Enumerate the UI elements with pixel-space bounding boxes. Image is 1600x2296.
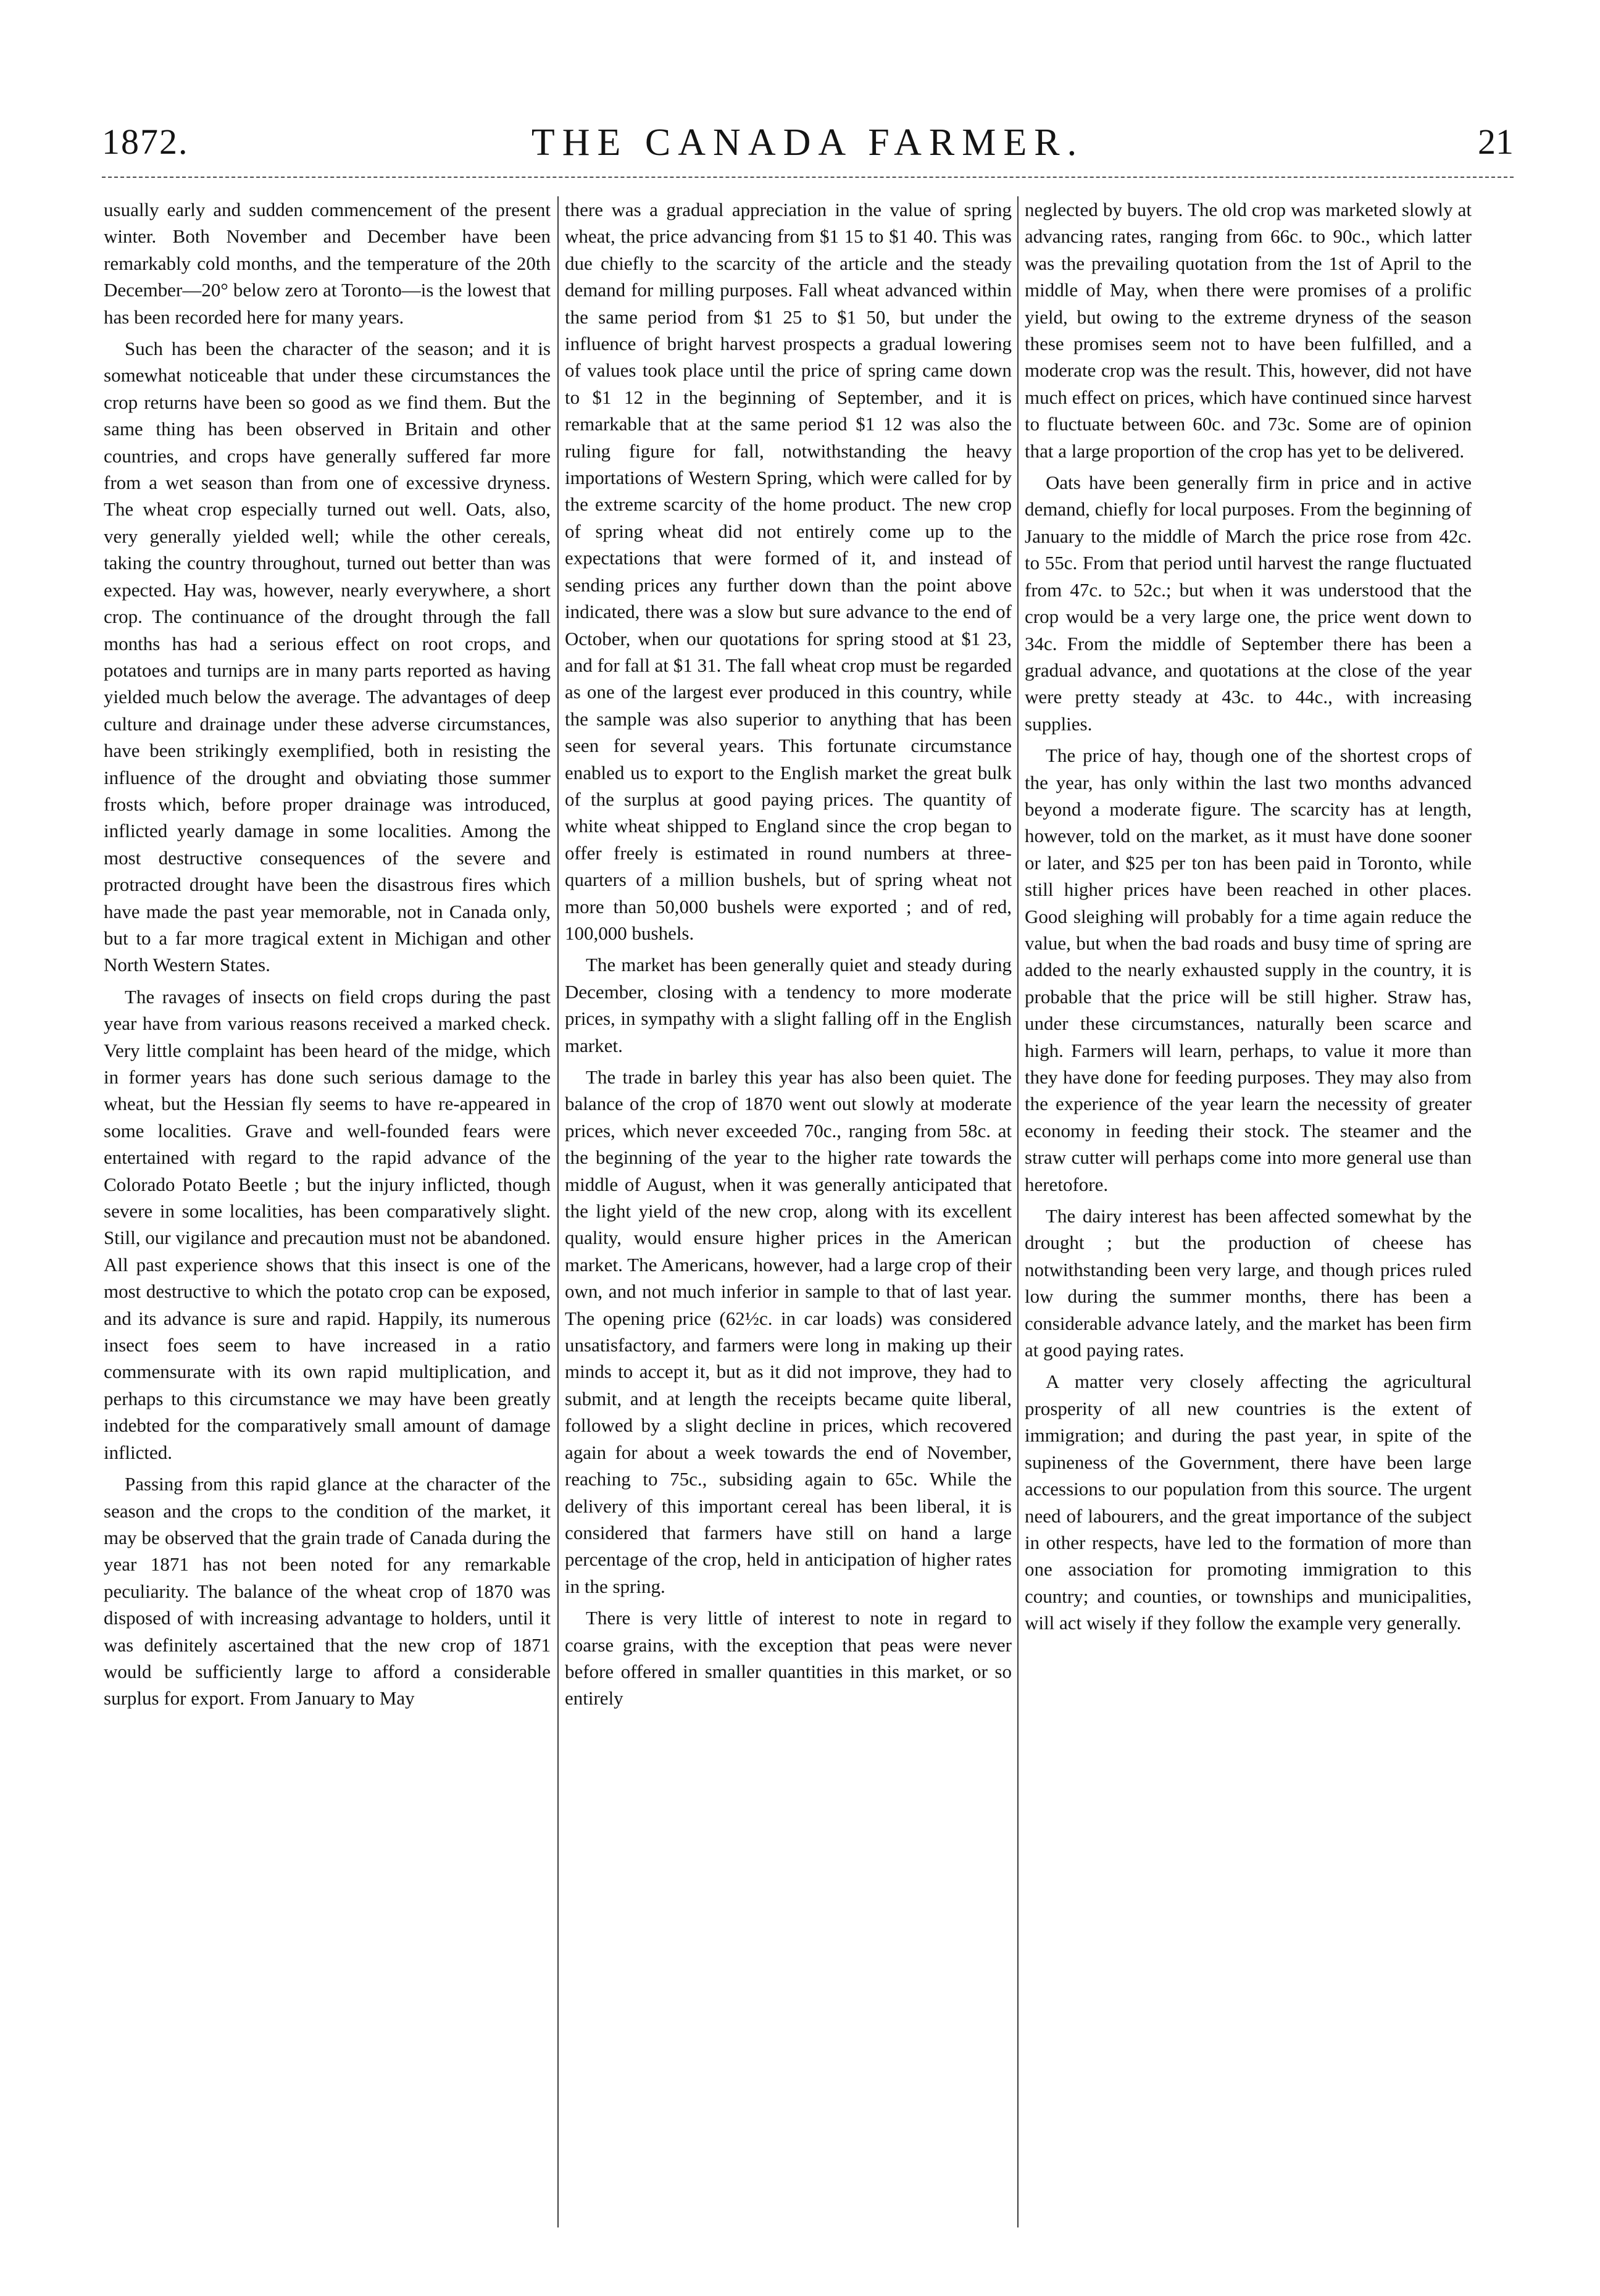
article-column-3: [1025, 196, 1472, 2227]
article-column-1: [104, 196, 551, 2227]
paragraph: The trade in barley this year has also been quiet. The balance of the crop of 1870 went out slowly at moderate prices, which never exceeded 70c., ranging from 58c. at the beginning of the year to the higher rate towards the middle of August, when it was generally anticipated that the light yield of the new crop, along with its excellent quality, would ensure higher prices in the American market. The Americans, however, had a large crop of their own, and not much inferior in sample to that of last year. The opening price (62½c. in car loads) was considered unsatisfactory, and farmers were long in making up their minds to accept it, but as it did not improve, they had to submit, and at length the receipts became quite liberal, followed by a slight decline in prices, which recovered again for about a week towards the end of November, reaching to 75c., subsiding again to 65c. While the delivery of this important cereal has been liberal, it is considered that farmers have still on hand a large percentage of the crop, held in anticipation of higher rates in the spring.: [565, 1066, 1012, 1597]
paragraph: The dairy interest has been affected somewhat by the drought ; but the production of cheese has notwithstanding been very large, and though prices ruled low during the summer months, there has been a considerable advance lately, and the market has been firm at good paying rates.: [1025, 1205, 1472, 1361]
column-divider: [557, 196, 559, 2227]
paragraph: A matter very closely affecting the agricultural prosperity of all new countries is the extent of immigration; and during the past year, in spite of the supineness of the Government, there have been large accessions to our population from this source. The urgent need of labourers, and the great importance of the subject in other respects, have led to the formation of more than one association for promoting immigration to this country; and counties, or townships and municipalities, will act wisely if they follow the example very generally.: [1025, 1371, 1472, 1634]
paragraph: The ravages of insects on field crops during the past year have from various reasons received a marked check. Very little complaint has been heard of the midge, which in former years has done such serious damage to the wheat, but the Hessian fly seems to have re-appeared in some localities. Grave and well-founded fears were entertained with regard to the rapid advance of the Colorado Potato Beetle ; but the injury inflicted, though severe in some localities, has been comparatively slight. Still, our vigilance and precaution must not be abandoned. All past experience shows that this insect is one of the most destructive to which the potato crop can be exposed, and its advance is sure and rapid. Happily, its numerous insect foes seem to have increased in a ratio commensurate with its own rapid multiplication, and perhaps to this circumstance we may have been greatly indebted for the comparatively small amount of damage inflicted.: [104, 985, 551, 1463]
paragraph: usually early and sudden commencement of the present winter. Both November and December have been remarkably cold months, and the temperature of the 20th December—20° below zero at Toronto—is the lowest that has been recorded here for many years.: [104, 199, 551, 328]
paragraph: neglected by buyers. The old crop was marketed slowly at advancing rates, ranging from 66c. to 90c., which latter was the prevailing quotation from the 1st of April to the middle of May, when there were promises of a prolific yield, but owing to the extreme dryness of the season these promises seem not to have been fulfilled, and a moderate crop was the result. This, however, did not have much effect on prices, which have continued since harvest to fluctuate between 60c. and 73c. Some are of opinion that a large proportion of the crop has yet to be delivered.: [1025, 199, 1472, 462]
header-rule: [102, 177, 1514, 178]
page-number: 21: [1478, 122, 1514, 162]
paragraph: Oats have been generally firm in price and in active demand, chiefly for local purposes. From the beginning of January to the middle of March the price rose from 42c. to 55c. From that period until harvest the range fluctuated from 47c. to 52c.; but when it was understood that the crop would be a very large one, the price went down to 34c. From the middle of September there has been a gradual advance, and quotations at the close of the year were pretty steady at 43c. to 44c., with increasing supplies.: [1025, 472, 1472, 735]
column-divider: [1017, 196, 1019, 2227]
paragraph: There is very little of interest to note in regard to coarse grains, with the exception that peas were never before offered in smaller quantities in this market, or so entirely: [565, 1607, 1012, 1709]
article-column-2: [565, 196, 1012, 2227]
page-header: [102, 121, 1514, 174]
paragraph: there was a gradual appreciation in the value of spring wheat, the price advancing from $1 15 to $1 40. This was due chiefly to the scarcity of the article and the steady demand for milling purposes. Fall wheat advanced within the same period from $1 25 to $1 50, but under the influence of bright harvest prospects a gradual lowering of values took place until the price of spring came down to $1 12 in the beginning of September, and it is remarkable that at the same period $1 12 was also the ruling figure for fall, notwithstanding the heavy importations of Western Spring, which were called for by the extreme scarcity of the home product. The new crop of spring wheat did not entirely come up to the expectations that were formed of it, and instead of sending prices any further down than the point above indicated, there was a slow but sure advance to the end of October, when our quotations for spring stood at $1 23, and for fall at $1 31. The fall wheat crop must be regarded as one of the largest ever produced in this country, while the sample was also superior to anything that has been seen for several years. This fortunate circumstance enabled us to export to the English market the great bulk of the surplus at good paying prices. The quantity of white wheat shipped to England since the crop began to offer freely is estimated in round numbers at three-quarters of a million bushels, but of spring wheat not more than 50,000 bushels were exported ; and of red, 100,000 bushels.: [565, 199, 1012, 944]
paragraph: The market has been generally quiet and steady during December, closing with a tendency to more moderate prices, in sympathy with a slight falling off in the English market.: [565, 954, 1012, 1056]
header-year: 1872.: [102, 122, 189, 162]
paragraph: Passing from this rapid glance at the character of the season and the crops to the condition of the market, it may be observed that the grain trade of Canada during the year 1871 has not been noted for any remarkable peculiarity. The balance of the wheat crop of 1870 was disposed of with increasing advantage to holders, until it was definitely ascertained that the new crop of 1871 would be sufficiently large to afford a considerable surplus for export. From January to May: [104, 1473, 551, 1709]
paragraph: Such has been the character of the season; and it is somewhat noticeable that under these circumstances the crop returns have been so good as we find them. But the same thing has been observed in Britain and other countries, and crops have generally suffered far more from a wet season than from one of excessive dryness. The wheat crop especially turned out well. Oats, also, very generally yielded well; while the other cereals, taking the country throughout, turned out better than was expected. Hay was, however, nearly everywhere, a short crop. The continuance of the drought through the fall months has had a serious effect on root crops, and potatoes and turnips are in many parts reported as having yielded much below the average. The advantages of deep culture and drainage under these adverse circumstances, have been strikingly exemplified, both in resisting the influence of the drought and obviating those summer frosts which, before proper drainage was introduced, inflicted yearly damage in some localities. Among the most destructive consequences of the severe and protracted drought have been the disastrous fires which have made the past year memorable, not in Canada only, but to a far more tragical extent in Michigan and other North Western States.: [104, 338, 551, 976]
publication-title: THE CANADA FARMER.: [531, 122, 1085, 164]
paragraph: The price of hay, though one of the shortest crops of the year, has only within the last two months advanced beyond a moderate figure. The scarcity has at length, however, told on the market, as it must have done sooner or later, and $25 per ton has been paid in Toronto, while still higher prices have been reached in other places. Good sleighing will probably for a time again reduce the value, but when the bad roads and busy time of spring are added to the nearly exhausted supply in the country, it is probable that the price will be still higher. Straw has, under these circumstances, naturally been scarce and high. Farmers will learn, perhaps, to value it more than they have done for feeding purposes. They may also from the experience of the year learn the necessity of greater economy in feeding their stock. The steamer and the straw cutter will perhaps come into more general use than heretofore.: [1025, 745, 1472, 1195]
